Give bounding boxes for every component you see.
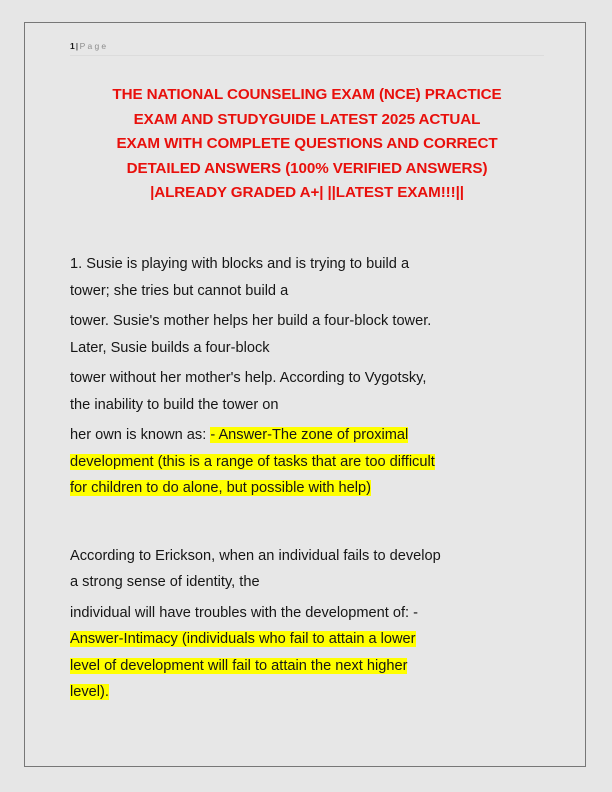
title-line-4: DETAILED ANSWERS (100% VERIFIED ANSWERS) (126, 159, 488, 177)
text-line (70, 679, 544, 706)
paragraph-q1-line-b (70, 308, 544, 361)
text-line: tower. Susie's mother helps her build a four-block tower. (70, 313, 432, 329)
highlighted-answer-text: for children to do alone, but possible with help) (70, 480, 371, 496)
paragraph-q1-line-c (70, 365, 544, 418)
paragraph-q1-line-a (70, 251, 544, 304)
text-line: Later, Susie builds a four-block (70, 339, 270, 356)
paragraph-q2-answer (70, 600, 544, 706)
text-line: tower without her mother's help. According to Vygotsky, (70, 370, 427, 386)
document-page (24, 22, 586, 767)
page-header-text (70, 41, 108, 51)
title-line-1: THE NATIONAL COUNSELING EXAM (NCE) PRACTICE (112, 86, 502, 103)
highlighted-answer-text: development (this is a range of tasks that are too difficult (70, 453, 435, 470)
page-number: 1 (70, 41, 75, 51)
page-header-label: Page (79, 41, 109, 51)
title-line-5: |ALREADY GRADED A+| ||LATEST EXAM!!!|| (150, 184, 464, 202)
title-line-2: EXAM AND STUDYGUIDE LATEST 2025 ACTUAL (133, 110, 481, 128)
text-line: a strong sense of identity, the (70, 574, 260, 590)
text-line: the inability to build the tower on (70, 396, 279, 413)
text-line: 1. Susie is playing with blocks and is trying to build a (70, 256, 410, 272)
highlighted-answer-text: level). (70, 684, 109, 700)
header-divider (70, 55, 544, 56)
text-line (70, 449, 544, 476)
document-title (70, 83, 544, 206)
paragraph-q1-answer (70, 422, 544, 502)
paragraph-q2-stem (70, 543, 544, 596)
paragraph-spacer (70, 506, 544, 543)
text-line (70, 475, 544, 502)
text-line (70, 626, 544, 653)
title-line-3: EXAM WITH COMPLETE QUESTIONS AND CORRECT (116, 135, 498, 153)
text-line: individual will have troubles with the development of: - (70, 604, 419, 621)
text-line (70, 653, 544, 680)
text-line (70, 422, 544, 449)
highlighted-answer-text: - Answer-The zone of proximal (210, 427, 409, 443)
page-content-area (70, 23, 544, 766)
page-header-separator: | (75, 41, 79, 51)
highlighted-answer-text: level of development will fail to attain the next higher (70, 657, 408, 674)
highlighted-answer-text: Answer-Intimacy (individuals who fail to attain a lower (70, 631, 416, 647)
text-line: According to Erickson, when an individual fails to develop (70, 547, 441, 564)
document-body (70, 251, 544, 710)
text-line: tower; she tries but cannot build a (70, 282, 289, 299)
answer-prefix-text: her own is known as: (70, 427, 211, 443)
